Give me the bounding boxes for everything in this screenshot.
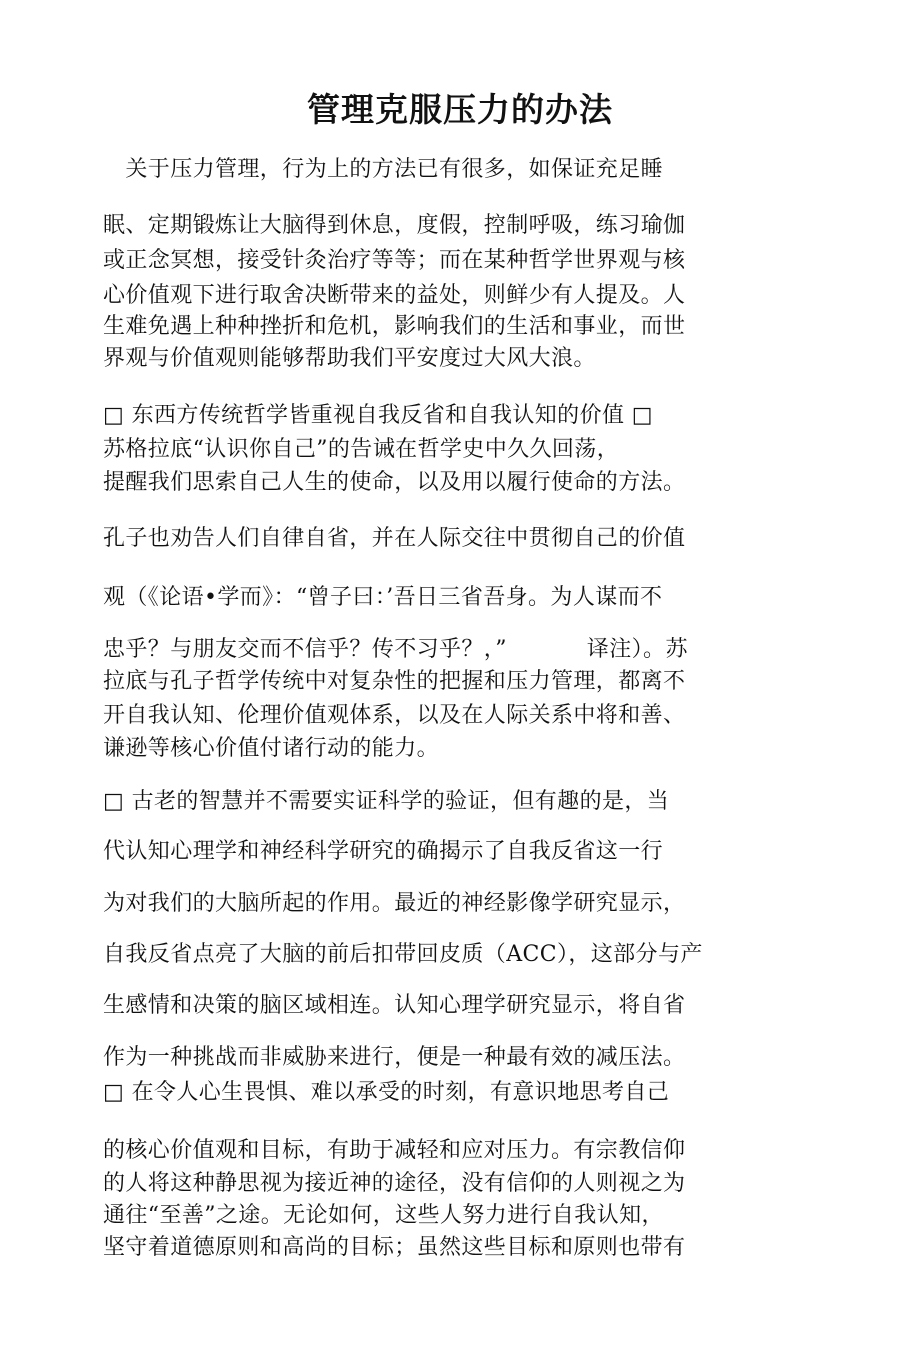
text-line: 坚守着道德原则和高尚的目标；虽然这些目标和原则也带有 — [103, 1235, 686, 1260]
document-title: 管理克服压力的办法 — [307, 90, 613, 129]
text-line-with-gap — [103, 632, 688, 668]
text-line: 开自我认知、伦理价值观体系，以及在人际关系中将和善、 — [103, 703, 686, 728]
text-line: 生难免遇上种种挫折和危机，影响我们的生活和事业，而世 — [103, 314, 686, 339]
text-line: 关于压力管理，行为上的方法已有很多，如保证充足睡 — [103, 157, 664, 182]
text-line: 提醒我们思索自己人生的使命，以及用以履行使命的方法。 — [103, 470, 686, 495]
text-line: 为对我们的大脑所起的作用。最近的神经影像学研究显示， — [103, 891, 686, 916]
text-line: 生感情和决策的脑区域相连。认知心理学研究显示，将自省 — [103, 993, 686, 1018]
text-line: 的核心价值观和目标，有助于减轻和应对压力。有宗教信仰 — [103, 1138, 686, 1163]
text-line: 眠、定期锻炼让大脑得到休息，度假，控制呼吸，练习瑜伽 — [103, 213, 686, 238]
text-line: □ 古老的智慧并不需要实证科学的验证，但有趣的是，当 — [103, 789, 670, 814]
text-line: □ 东西方传统哲学皆重视自我反省和自我认知的价值 □ — [103, 403, 653, 428]
text-line: 苏格拉底“认识你自己”的告诫在哲学史中久久回荡， — [103, 437, 620, 462]
text-line: 自我反省点亮了大脑的前后扣带回皮质（ACC），这部分与产 — [103, 942, 703, 967]
text-line: 心价值观下进行取舍决断带来的益处，则鲜少有人提及。人 — [103, 283, 686, 308]
text-line: 谦逊等核心价值付诸行动的能力。 — [103, 736, 440, 761]
text-line: 界观与价值观则能够帮助我们平安度过大风大浪。 — [103, 346, 596, 371]
text-segment: 译注）。苏 — [586, 637, 688, 662]
text-line: 拉底与孔子哲学传统中对复杂性的把握和压力管理，都离不 — [103, 669, 686, 694]
text-line: 的人将这种静思视为接近神的途径，没有信仰的人则视之为 — [103, 1171, 686, 1196]
text-line: 作为一种挑战而非威胁来进行，便是一种最有效的减压法。 — [103, 1045, 686, 1070]
text-line: 孔子也劝告人们自律自省，并在人际交往中贯彻自己的价值 — [103, 526, 686, 551]
text-line: □ 在令人心生畏惧、难以承受的时刻，有意识地思考自己 — [103, 1080, 670, 1105]
text-line: 或正念冥想，接受针灸治疗等等；而在某种哲学世界观与核 — [103, 248, 686, 273]
text-segment: 忠乎？与朋友交而不信乎？传不习乎？，” — [103, 637, 507, 662]
text-line: 代认知心理学和神经科学研究的确揭示了自我反省这一行 — [103, 839, 664, 864]
text-line: 通往“至善”之途。无论如何，这些人努力进行自我认知， — [103, 1203, 664, 1228]
text-line: 观（《论语•学而》：“曾子曰：’吾日三省吾身。为人谋而不 — [103, 585, 663, 610]
